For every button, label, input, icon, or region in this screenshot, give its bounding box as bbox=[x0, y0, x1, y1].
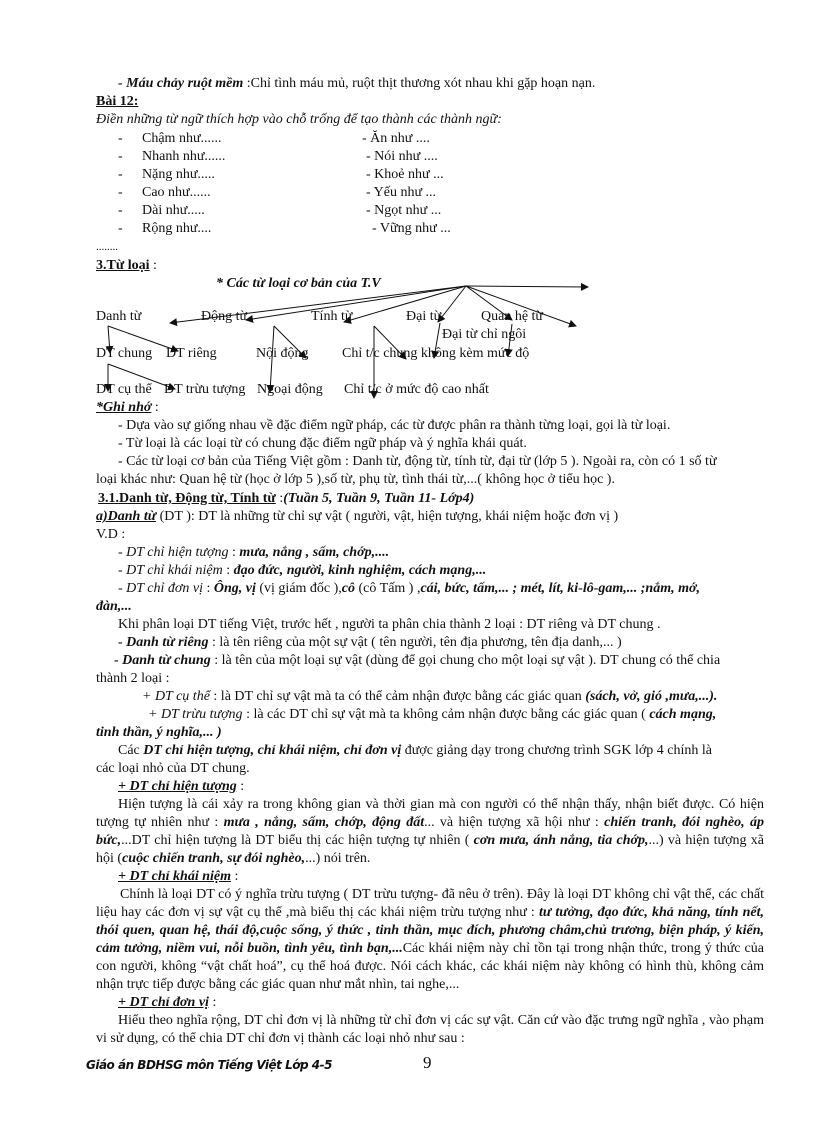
node-noi-dong: Nội động bbox=[256, 346, 309, 361]
footer-title: Giáo án BDHSG môn Tiếng Việt Lớp 4-5 bbox=[86, 1058, 332, 1072]
diagram-title: * Các từ loại cơ bản của T.V bbox=[216, 276, 381, 291]
list-item: - Ngọt như ... bbox=[366, 203, 442, 218]
dt-cu-the-definition: + DT cụ thể : là DT chỉ sự vật mà ta có thể cảm nhận được bằng các giác quan (sách, vở, gió ,mưa,...). bbox=[142, 689, 718, 704]
node-dt-cu-the: DT cụ thể bbox=[96, 382, 152, 397]
list-item: - Khoẻ như ... bbox=[366, 167, 444, 182]
dt-truu-tuong-definition: + DT trừu tượng : là các DT chỉ sự vật mà ta không cảm nhận được bằng các giác quan ( cách mạng, bbox=[148, 707, 717, 722]
bai12-instruction: Điền những từ ngữ thích hợp vào chỗ trống để tạo thành các thành ngữ: bbox=[96, 112, 502, 127]
list-item: - Dài như..... bbox=[118, 203, 205, 218]
ghi-nho-line: - Các từ loại cơ bản của Tiếng Việt gồm : Danh từ, động từ, tính từ, đại từ (lớp 5 ). Ngoài ra, còn có 1 số từ bbox=[118, 454, 717, 469]
vd-khai-niem: - DT chỉ khái niệm : đạo đức, người, kinh nghiệm, cách mạng,... bbox=[118, 563, 487, 578]
ghi-nho-line: loại khác như: Quan hệ từ (học ở lớp 5 ),số từ, phụ từ, tình thái từ,...( không học ở tiểu học ). bbox=[96, 472, 615, 487]
page-number: 9 bbox=[423, 1053, 432, 1072]
heading-dt-khai-niem: + DT chỉ khái niệm : bbox=[118, 869, 239, 884]
heading-dt-hien-tuong: + DT chỉ hiện tượng : bbox=[118, 779, 245, 794]
dt-chung-definition-cont: thành 2 loại : bbox=[96, 671, 170, 686]
hien-tuong-paragraph: Hiện tượng là cái xảy ra trong không gian và thời gian mà con người có thể nhận thấy, nhận biết được. Có hiện tượng tự nhiên như : mưa , nắng, sấm, chớp, động đất... và hiện tượng xã hội như : chiến tranh, đói nghèo, áp bức,...DT chỉ hiện tượng là DT biểu thị các hiện tượng tự nhiên ( cơn mưa, ánh nắng, tia chớp,...) và hiện tượng xã hội (cuộc chiến tranh, sự đói nghèo,...) nói trên. bbox=[96, 797, 764, 866]
list-item: - Nhanh như...... bbox=[118, 149, 226, 164]
khai-niem-paragraph: Chính là loại DT có ý nghĩa trừu tượng ( DT trừu tượng- đã nêu ở trên). Đây là loại DT không chỉ vật thể, các chất liệu hay các đơn vị sự vật cụ thể ,mà biểu thị các khái niệm trừu tượng như : tư tưởng, đạo đức, khả năng, tính nết, thói quen, quan hệ, thái độ,cuộc sống, ý thức , tinh thần, mục đích, phương châm,chủ trương, biện pháp, ý kiến, cảm tưởng, niềm vui, nỗi buồn, tình yêu, tình bạn,...Các khái niệm này chỉ tồn tại trong nhận thức, trong ý thức của con người, không “vật chất hoá”, cụ thể hoá được. Nói cách khác, các khái niệm này không có hình thù, không cảm nhận trực tiếp được bằng các giác quan như mắt nhìn, tai nghe,... bbox=[96, 887, 764, 992]
vd-don-vi: - DT chỉ đơn vị : Ông, vị (vị giám đốc ),cô (cô Tấm ) ,cái, bức, tấm,... ; mét, lít, ki-lô-gam,... ;nắm, mớ, bbox=[118, 581, 701, 596]
idiom-meaning: :Chỉ tình máu mủ, ruột thịt thương xót nhau khi gặp hoạn nạn. bbox=[246, 76, 596, 91]
don-vi-paragraph: Hiểu theo nghĩa rộng, DT chỉ đơn vị là những từ chỉ đơn vị các sự vật. Căn cứ vào đặc trưng ngữ nghĩa , vào phạm vi sử dụng, có thể chia DT chỉ đơn vị thành các loại nhỏ như sau : bbox=[96, 1013, 764, 1046]
phan-loai-paragraph: Khi phân loại DT tiếng Việt, trước hết , người ta phân chia thành 2 loại : DT riêng và DT chung . bbox=[118, 617, 661, 632]
node-dt-chung: DT chung bbox=[96, 346, 153, 361]
list-item: - Cao như...... bbox=[118, 185, 211, 200]
list-item: - Ăn như .... bbox=[362, 131, 430, 146]
list-item: - Nói như .... bbox=[366, 149, 438, 164]
list-item: - Yếu như ... bbox=[366, 185, 437, 200]
ghi-nho-title: *Ghi nhớ : bbox=[96, 400, 159, 415]
list-item: - Nặng như..... bbox=[118, 167, 215, 182]
idiom-term: - Máu chảy ruột mềm bbox=[118, 76, 247, 91]
list-item: - Chậm như...... bbox=[118, 131, 222, 146]
dt-chung-definition: - Danh từ chung : là tên của một loại sự vật (dùng để gọi chung cho một loại sự vật ). DT chung có thể chia bbox=[114, 653, 721, 668]
node-ngoai-dong: Ngoại động bbox=[257, 382, 323, 397]
dt-rieng-definition: - Danh từ riêng : là tên riêng của một sự vật ( tên người, tên địa phương, tên địa danh,... ) bbox=[118, 635, 622, 650]
bai12-title: Bài 12: bbox=[96, 94, 139, 109]
cac-dt-paragraph: Các DT chỉ hiện tượng, chỉ khái niệm, chỉ đơn vị được giảng dạy trong chương trình SGK lớp 4 chính là bbox=[118, 743, 712, 758]
node-chi-tc-muc-do: Chỉ t/c ở mức độ cao nhất bbox=[344, 382, 489, 397]
ellipsis: ........ bbox=[96, 241, 118, 253]
node-dai-tu: Đại từ bbox=[406, 309, 442, 324]
list-item: - Vững như ... bbox=[372, 221, 451, 236]
arrow-to-tinh-tu bbox=[344, 286, 466, 322]
ghi-nho-line: - Dựa vào sự giống nhau về đặc điểm ngữ pháp, các từ được phân ra thành từng loại, gọi là từ loại. bbox=[118, 418, 671, 433]
node-chi-tc-chung: Chỉ t/c chung không kèm mức độ bbox=[342, 346, 530, 361]
arrow-to-dai-tu bbox=[438, 286, 466, 322]
vd-label: V.D : bbox=[96, 527, 126, 542]
node-dai-tu-chi-ngoi: Đại từ chỉ ngôi bbox=[442, 327, 527, 342]
node-danh-tu: Danh từ bbox=[96, 309, 142, 324]
node-dt-rieng: DT riêng bbox=[166, 346, 217, 361]
vd-don-vi-cont: đàn,... bbox=[96, 599, 132, 614]
node-tinh-tu: Tính từ bbox=[311, 309, 353, 324]
node-dong-tu: Động từ bbox=[201, 309, 248, 324]
node-quan-he-tu: Quan hệ từ bbox=[481, 309, 544, 324]
section3-title: 3.Từ loại : bbox=[96, 258, 157, 273]
dt-truu-tuong-cont: tinh thần, ý nghĩa,... ) bbox=[96, 725, 222, 740]
cac-dt-paragraph-cont: các loại nhỏ của DT chung. bbox=[96, 761, 250, 776]
list-item: - Rộng như.... bbox=[118, 221, 212, 236]
vd-hien-tuong: - DT chỉ hiện tượng : mưa, nắng , sấm, chớp,.... bbox=[118, 545, 390, 560]
ghi-nho-line: - Từ loại là các loại từ có chung đặc điểm ngữ pháp và ý nghĩa khái quát. bbox=[118, 436, 527, 451]
section31-title: 3.1.Danh từ, Động từ, Tính từ :(Tuần 5, Tuần 9, Tuần 11- Lớp4) bbox=[98, 491, 475, 506]
arrow-to-right bbox=[466, 286, 588, 287]
heading-dt-don-vi: + DT chỉ đơn vị : bbox=[118, 995, 217, 1010]
danh-tu-definition: a)Danh từ (DT ): DT là những từ chỉ sự vật ( người, vật, hiện tượng, khái niệm hoặc đơn vị ) bbox=[96, 509, 619, 524]
node-dt-truu-tuong: DT trừu tượng bbox=[164, 382, 246, 397]
